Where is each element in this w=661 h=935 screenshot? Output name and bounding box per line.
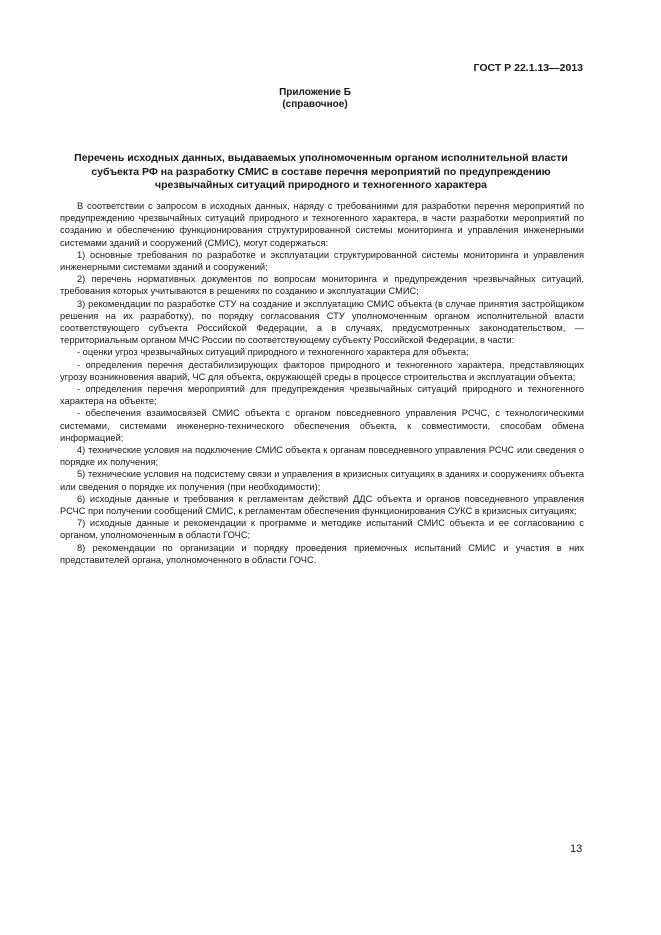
paragraph-item-8: 8) рекомендации по организации и порядку проведения приемочных испытаний СМИС и участия в них представителей органа, уполномоченного в области ГОЧС. — [60, 542, 584, 565]
body-text — [60, 200, 584, 566]
paragraph-item-4: 4) технические условия на подключение СМИС объекта к органам повседневного управления РСЧС или сведения о порядке их получения; — [60, 445, 584, 468]
paragraph-item-3: 3) рекомендации по разработке СТУ на создание и эксплуатацию СМИС объекта (в случае принятия застройщиком решения на их разработку), по порядку согласования СТУ уполномоченным органом исполнительной власти соответствующего субъекта Российской Федерации, а в случаях, предусмотренных законодательством, — территориальным органом МЧС России по соответствующему субъекту Российской Федерации, в части: — [60, 298, 584, 346]
paragraph-subitem: - оценки угроз чрезвычайных ситуаций природного и техногенного характера для объекта; — [77, 347, 469, 358]
appendix-heading — [0, 87, 630, 111]
paragraph-subitem: - определения перечня дестабилизирующих факторов природного и техногенного характера, представляющих угрозу возникновения аварий, ЧС для объекта, окружающей среды в процессе строительства и эксплуатации объекта; — [60, 359, 584, 382]
paragraph-intro: В соответствии с запросом в исходных данных, наряду с требованиями для разработки перечня мероприятий по предупреждению чрезвычайных ситуаций природного и техногенного характера, в части разработки мероприятий по созданию и обеспечению функционирования структурированной системы мониторинга и управления инженерными системами зданий и сооружений (СМИС), могут содержаться: — [60, 201, 584, 248]
section-title: Перечень исходных данных, выдаваемых уполномоченным органом исполнительной власти субъекта РФ на разработку СМИС в составе перечня мероприятий по предупреждению чрезвычайных ситуаций природного и техногенного характера — [74, 152, 568, 191]
paragraph-subitem: - обеспечения взаимосвязей СМИС объекта с органом повседневного управления РСЧС, с технологическими системами, системами инженерно-технического обеспечения объекта, к совместимости, способам обмена информацией; — [60, 408, 584, 443]
appendix-label: Приложение Б — [279, 87, 351, 98]
page-number: 13 — [570, 843, 583, 855]
document-code: ГОСТ Р 22.1.13—2013 — [473, 62, 583, 74]
appendix-type: (справочное) — [282, 99, 348, 110]
paragraph-item-6: 6) исходные данные и требования к регламентам действий ДДС объекта и органов повседневного управления РСЧС при получении сообщений СМИС, к регламентам обеспечения функционирования СУКС в кризисных ситуациях; — [60, 493, 584, 517]
paragraph-item-2: 2) перечень нормативных документов по вопросам мониторинга и предупреждения чрезвычайных ситуаций, требования которых учитываются в решениях по созданию и эксплуатации СМИС; — [60, 274, 584, 297]
paragraph-item-5: 5) технические условия на подсистему связи и управления в кризисных ситуациях в зданиях и сооружениях объекта или сведения о порядке их получения (при необходимости); — [60, 469, 584, 492]
paragraph-item-7: 7) исходные данные и рекомендации к программе и методике испытаний СМИС объекта и ее согласованию с органом, уполномоченным в области ГОЧС; — [60, 518, 584, 541]
paragraph-subitem: - определения перечня мероприятий для предупреждения чрезвычайных ситуаций природного и техногенного характера на объекте; — [60, 384, 584, 407]
paragraph-item-1: 1) основные требования по разработке и эксплуатации структурированной системы мониторинга и управления инженерными системами зданий и сооружений; — [60, 249, 584, 273]
